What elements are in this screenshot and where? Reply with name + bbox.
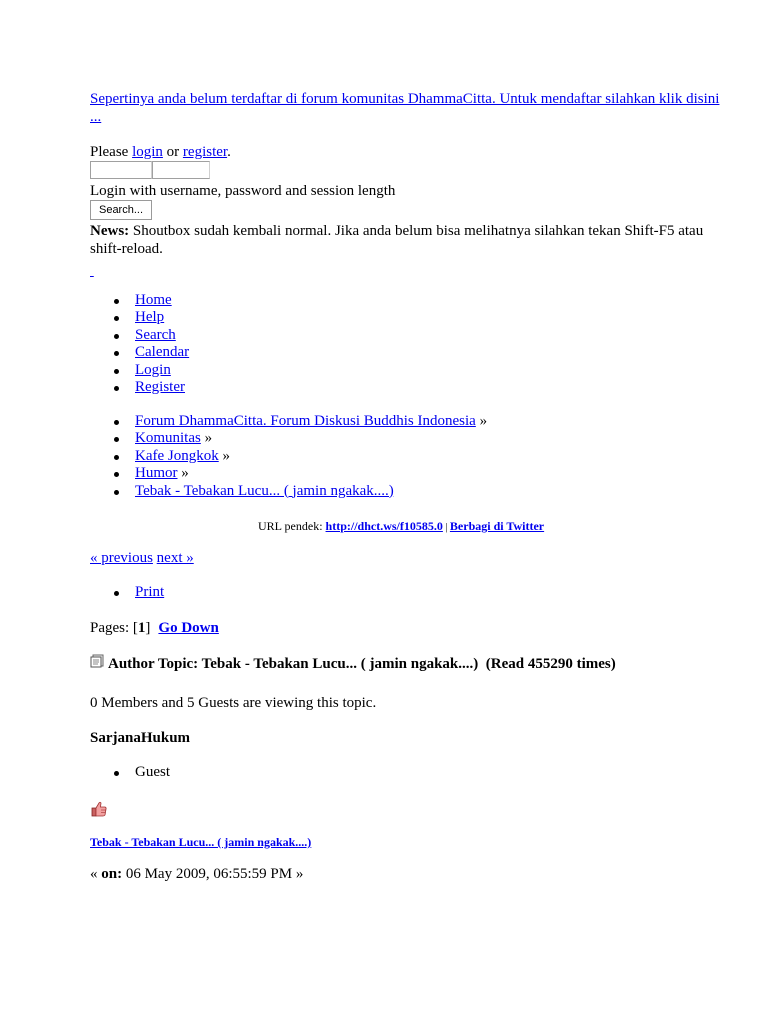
menu-item-search: [90, 327, 189, 344]
breadcrumb-item: [90, 465, 487, 482]
menu-item-help: [90, 309, 189, 326]
login-prompt-or: or: [162, 144, 183, 160]
topic-viewers: 0 Members and 5 Guests are viewing this topic.: [90, 695, 377, 711]
menu-link-register[interactable]: Register: [135, 378, 185, 395]
breadcrumb-item: [90, 483, 487, 500]
topic-navigation: [90, 549, 194, 567]
login-prompt-period: .: [227, 144, 231, 160]
short-url-link[interactable]: http://dhct.ws/f10585.0: [325, 519, 443, 533]
menu-item-login: [90, 362, 189, 379]
news-label: News:: [90, 223, 130, 239]
username-input[interactable]: [90, 161, 152, 179]
collapse-toggle-link[interactable]: [90, 262, 94, 274]
breadcrumb: [90, 413, 487, 500]
current-page: 1: [137, 620, 146, 636]
breadcrumb-separator: »: [475, 413, 488, 429]
menu-link-login[interactable]: Login: [135, 361, 171, 378]
login-prompt-text: Please: [90, 144, 133, 160]
breadcrumb-item: [90, 413, 487, 430]
breadcrumb-link-kafe-jongkok[interactable]: Kafe Jongkok: [135, 447, 219, 464]
register-link[interactable]: register: [182, 144, 228, 160]
login-link[interactable]: login: [132, 144, 163, 160]
breadcrumb-separator: »: [200, 430, 213, 447]
short-url-label: URL pendek:: [258, 519, 326, 533]
menu-link-search[interactable]: Search: [135, 326, 176, 343]
breadcrumb-item: [90, 430, 487, 447]
login-prompt: [90, 143, 231, 161]
short-url-divider: |: [442, 522, 450, 533]
breadcrumb-link-forum[interactable]: Forum DhammaCitta. Forum Diskusi Buddhis Indonesia: [135, 413, 476, 429]
register-notice-link[interactable]: Sepertinya anda belum terdaftar di forum komunitas DhammaCitta. Untuk mendaftar silahkan klik disini ...: [90, 91, 720, 125]
menu-link-help[interactable]: Help: [135, 309, 165, 326]
news-text: Shoutbox sudah kembali normal. Jika anda belum bisa melihatnya silahkan tekan Shift-F5 atau shift-reload.: [90, 223, 704, 257]
news-bar: [90, 222, 730, 258]
login-form: [90, 161, 210, 179]
post-subject: [90, 833, 311, 851]
menu-item-home: [90, 292, 189, 309]
pages-close: ]: [145, 620, 151, 636]
next-topic-link[interactable]: next »: [156, 550, 194, 566]
action-item-print: [90, 584, 164, 601]
post-date-label: on:: [101, 866, 123, 882]
poster-info: [90, 764, 170, 781]
login-hint: Login with username, password and session length: [90, 183, 396, 199]
pages-label: Pages: [: [90, 620, 138, 636]
post-date-prefix: «: [90, 866, 102, 882]
menu-item-register: [90, 379, 189, 396]
post-date-text: 06 May 2009, 06:55:59 PM »: [122, 866, 304, 882]
menu-item-calendar: [90, 344, 189, 361]
poster-name: SarjanaHukum: [90, 730, 191, 746]
print-link[interactable]: Print: [135, 584, 165, 600]
topic-title-text: Author Topic: Tebak - Tebakan Lucu... ( jamin ngakak....) (Read 455290 times): [108, 656, 616, 672]
post-subject-link[interactable]: Tebak - Tebakan Lucu... ( jamin ngakak....): [90, 835, 312, 849]
breadcrumb-link-humor[interactable]: Humor: [135, 465, 178, 482]
share-twitter-link[interactable]: Berbagi di Twitter: [449, 519, 545, 533]
poster-group: Guest: [90, 764, 170, 781]
breadcrumb-link-topic[interactable]: Tebak - Tebakan Lucu... ( jamin ngakak....): [135, 482, 394, 499]
menu-link-calendar[interactable]: Calendar: [135, 344, 190, 361]
pagination: [90, 619, 219, 637]
document-icon: [90, 654, 104, 668]
post-date: [90, 865, 303, 883]
previous-topic-link[interactable]: « previous: [90, 550, 153, 566]
go-down-link[interactable]: Go Down: [158, 620, 219, 636]
thumbs-up-icon: [90, 800, 108, 818]
topic-title: [90, 655, 616, 673]
breadcrumb-link-komunitas[interactable]: Komunitas: [135, 430, 201, 447]
main-menu: [90, 292, 189, 396]
topic-actions: [90, 584, 164, 601]
register-notice: [90, 90, 730, 126]
breadcrumb-item: [90, 448, 487, 465]
search-button[interactable]: Search...: [90, 200, 152, 220]
breadcrumb-separator: »: [218, 447, 230, 464]
password-input[interactable]: [152, 161, 210, 179]
short-url-bar: [258, 517, 544, 537]
menu-link-home[interactable]: Home: [135, 292, 172, 308]
breadcrumb-separator: »: [177, 465, 189, 482]
